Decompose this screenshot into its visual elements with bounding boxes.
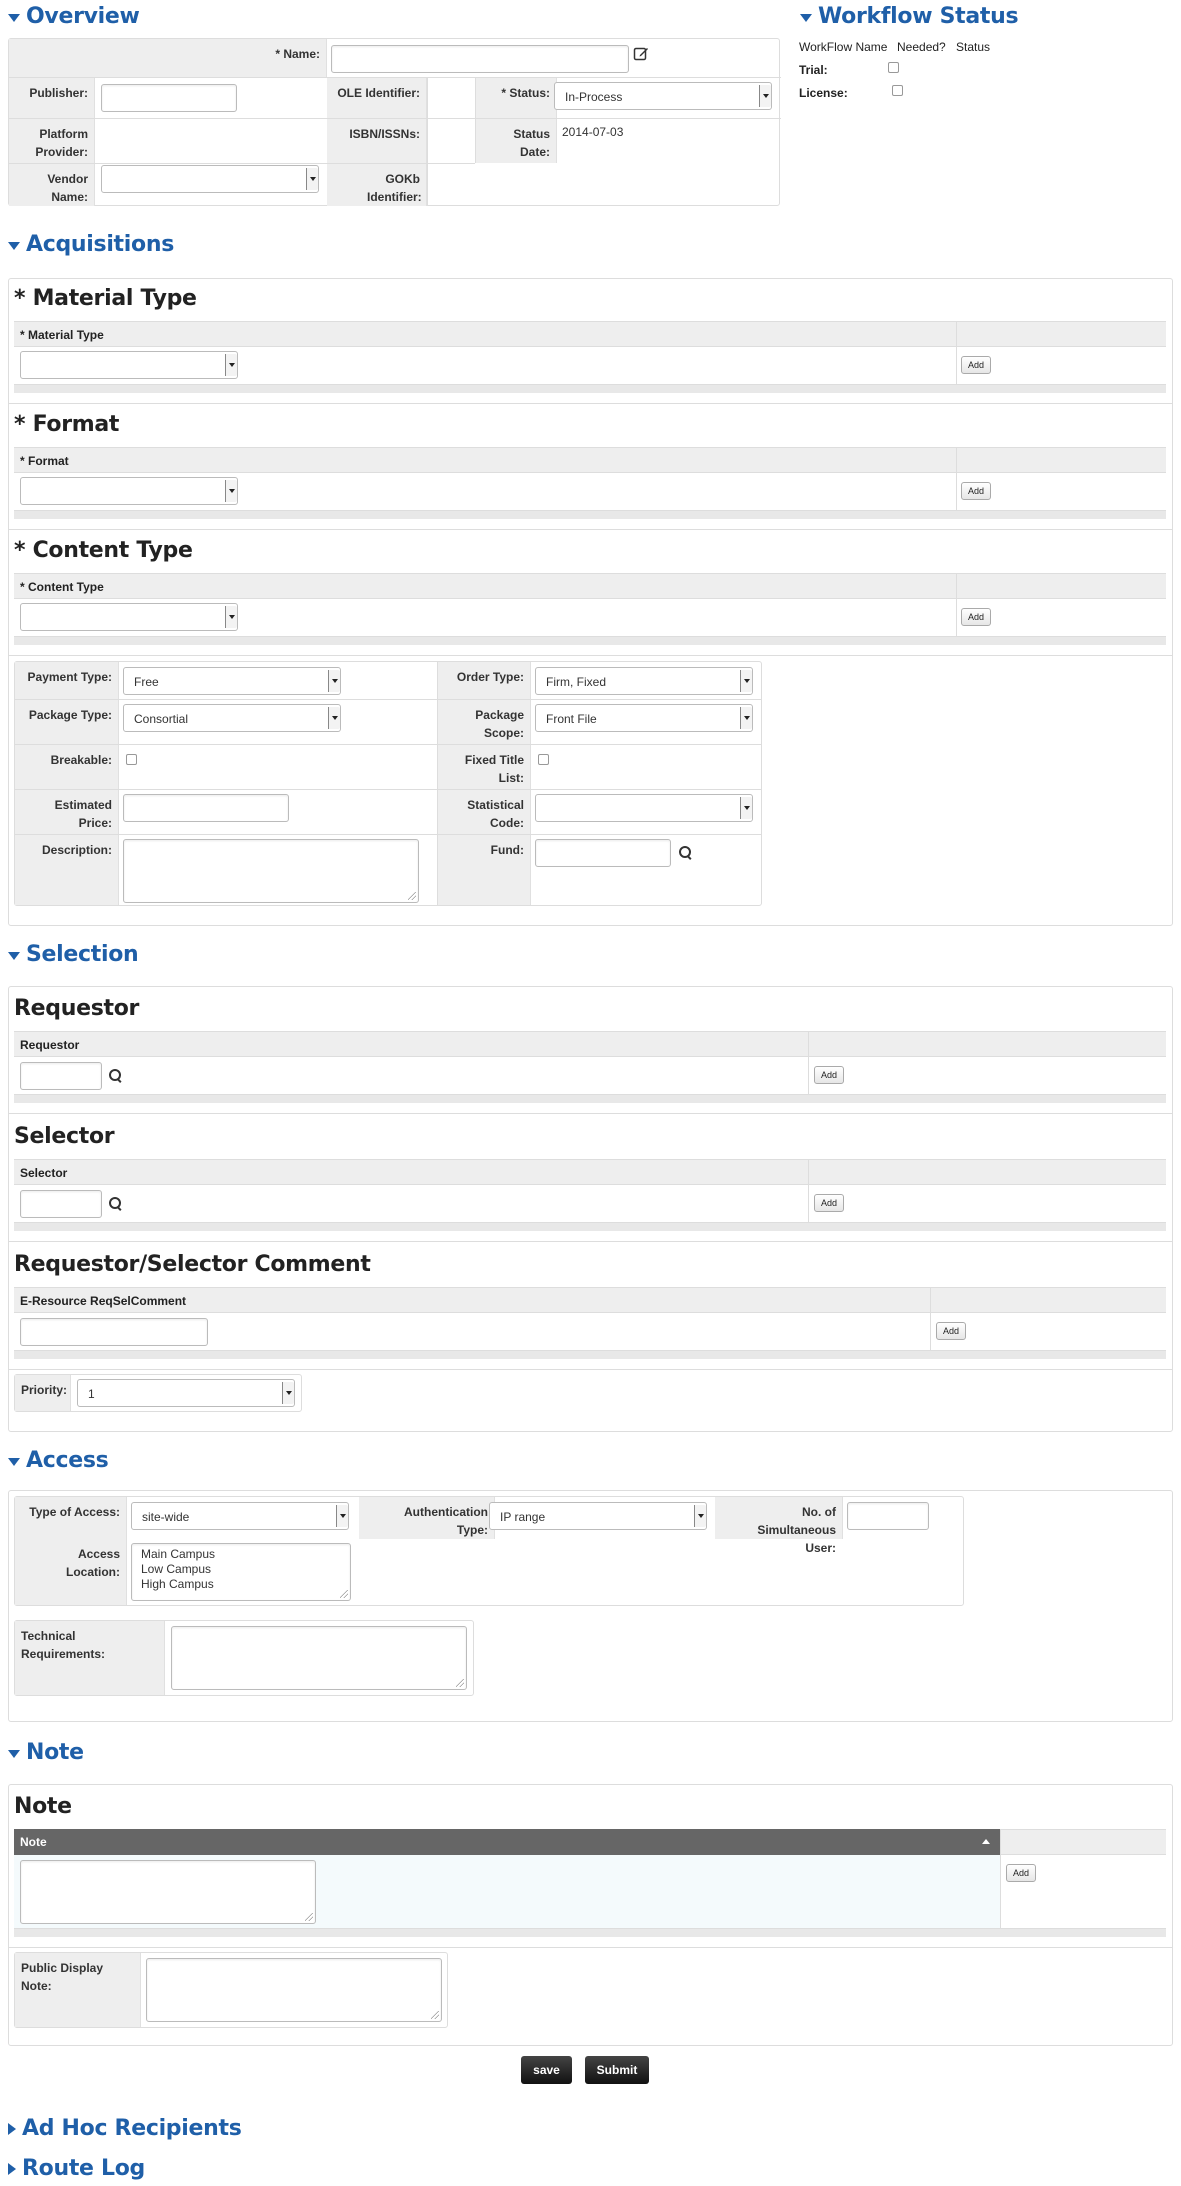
collapse-icon xyxy=(8,1458,20,1466)
fund-label: Fund: xyxy=(437,835,531,905)
acquisitions-section-header[interactable]: Acquisitions xyxy=(8,232,174,257)
statistical-code-label: Statistical Code: xyxy=(437,790,531,834)
order-type-select[interactable]: Firm, Fixed xyxy=(535,667,753,695)
vendor-name-label: Vendor Name: xyxy=(9,164,95,206)
chevron-down-icon xyxy=(740,670,752,692)
status-select[interactable]: In-Process xyxy=(554,82,772,110)
search-icon[interactable] xyxy=(679,846,693,860)
type-of-access-select[interactable]: site-wide xyxy=(131,1502,349,1530)
comment-heading: Requestor/Selector Comment xyxy=(14,1252,371,1277)
priority-row xyxy=(14,1374,302,1412)
access-location-list[interactable] xyxy=(131,1543,351,1601)
collapse-icon xyxy=(8,14,20,22)
note-add-button[interactable]: Add xyxy=(1006,1864,1036,1882)
selection-section-header[interactable]: Selection xyxy=(8,942,138,967)
material-type-heading: * Material Type xyxy=(14,286,197,311)
comment-add-button[interactable]: Add xyxy=(936,1322,966,1340)
description-textarea[interactable] xyxy=(123,839,419,903)
access-location-label: Access Location: xyxy=(15,1539,127,1605)
estimated-price-input[interactable] xyxy=(123,794,289,822)
gokb-identifier-label: GOKb Identifier: xyxy=(327,164,427,206)
isbn-label: ISBN/ISSNs: xyxy=(327,119,427,163)
content-type-add-button[interactable]: Add xyxy=(961,608,991,626)
status-label: * Status: xyxy=(475,78,557,118)
selector-input[interactable] xyxy=(20,1190,102,1218)
material-type-select[interactable] xyxy=(20,351,238,379)
selector-add-button[interactable]: Add xyxy=(814,1194,844,1212)
collapse-icon xyxy=(800,14,812,22)
priority-select[interactable]: 1 xyxy=(77,1379,295,1407)
breakable-checkbox[interactable] xyxy=(126,754,137,765)
note-textarea[interactable] xyxy=(20,1860,316,1924)
vendor-name-select[interactable] xyxy=(101,165,319,193)
tech-req-row xyxy=(14,1620,474,1696)
format-heading: * Format xyxy=(14,412,120,437)
workflow-col-name: WorkFlow Name xyxy=(799,40,888,54)
search-icon[interactable] xyxy=(109,1197,123,1211)
chevron-down-icon xyxy=(225,606,237,628)
overview-section-header[interactable]: Overview xyxy=(8,4,140,29)
license-label: License: xyxy=(799,86,848,100)
chevron-down-icon xyxy=(306,168,318,190)
chevron-down-icon xyxy=(694,1505,706,1527)
fixed-title-list-checkbox[interactable] xyxy=(538,754,549,765)
type-of-access-label: Type of Access: xyxy=(15,1497,127,1539)
chevron-down-icon xyxy=(225,480,237,502)
workflow-col-status: Status xyxy=(956,40,991,54)
selector-col-header: Selector xyxy=(14,1159,808,1185)
publisher-input[interactable] xyxy=(101,84,237,112)
name-input[interactable] xyxy=(331,45,629,73)
save-button[interactable]: save xyxy=(521,2056,572,2084)
format-col-header: * Format xyxy=(14,447,956,473)
package-scope-select[interactable]: Front File xyxy=(535,704,753,732)
auth-type-label: Authentication Type: xyxy=(359,1497,495,1539)
comment-col-header: E-Resource ReqSelComment xyxy=(14,1287,930,1313)
package-scope-label: Package Scope: xyxy=(437,700,531,744)
note-section-header[interactable]: Note xyxy=(8,1740,84,1765)
platform-provider-label: Platform Provider: xyxy=(9,119,95,163)
publisher-label: Publisher: xyxy=(9,78,95,118)
material-type-col-header: * Material Type xyxy=(14,321,956,347)
requestor-add-button[interactable]: Add xyxy=(814,1066,844,1084)
requestor-input[interactable] xyxy=(20,1062,102,1090)
requestor-heading: Requestor xyxy=(14,996,140,1021)
sort-asc-icon[interactable] xyxy=(982,1839,990,1844)
workflow-col-needed: Needed? xyxy=(897,40,946,54)
chevron-down-icon xyxy=(328,670,340,692)
acquisition-details-grid xyxy=(14,661,762,906)
overview-panel xyxy=(8,38,780,206)
edit-icon[interactable] xyxy=(633,45,649,61)
chevron-down-icon xyxy=(740,797,752,819)
collapse-icon xyxy=(8,242,20,250)
location-option[interactable]: Low Campus xyxy=(141,1562,212,1576)
material-type-add-button[interactable]: Add xyxy=(961,356,991,374)
expand-icon xyxy=(8,2123,16,2135)
chevron-down-icon xyxy=(740,707,752,729)
collapse-icon xyxy=(8,1750,20,1758)
tech-req-textarea[interactable] xyxy=(171,1626,467,1690)
format-select[interactable] xyxy=(20,477,238,505)
route-log-section-header[interactable]: Route Log xyxy=(8,2156,145,2181)
public-display-note-label: Public Display Note: xyxy=(15,1953,141,2027)
fixed-title-list-label: Fixed Title List: xyxy=(437,745,531,789)
trial-checkbox[interactable] xyxy=(888,62,899,73)
package-type-label: Package Type: xyxy=(15,700,119,744)
chevron-down-icon xyxy=(759,85,771,107)
order-type-label: Order Type: xyxy=(437,662,531,699)
note-heading: Note xyxy=(14,1794,72,1819)
selector-heading: Selector xyxy=(14,1124,115,1149)
chevron-down-icon xyxy=(328,707,340,729)
comment-input[interactable] xyxy=(20,1318,208,1346)
description-label: Description: xyxy=(15,835,119,905)
collapse-icon xyxy=(8,952,20,960)
estimated-price-label: Estimated Price: xyxy=(15,790,119,834)
content-type-col-header: * Content Type xyxy=(14,573,956,599)
status-date-value: 2014-07-03 xyxy=(562,125,624,139)
auth-type-select[interactable]: IP range xyxy=(489,1502,707,1530)
requestor-col-header: Requestor xyxy=(14,1031,808,1057)
submit-button[interactable]: Submit xyxy=(585,2056,649,2084)
simultaneous-user-input[interactable] xyxy=(847,1502,929,1530)
note-col-header[interactable]: Note xyxy=(14,1829,1000,1855)
payment-type-select[interactable]: Free xyxy=(123,667,341,695)
chevron-down-icon xyxy=(225,354,237,376)
trial-label: Trial: xyxy=(799,63,828,77)
chevron-down-icon xyxy=(282,1382,294,1404)
workflow-section-header[interactable]: Workflow Status xyxy=(800,4,1018,29)
breakable-label: Breakable: xyxy=(15,745,119,789)
content-type-heading: * Content Type xyxy=(14,538,193,563)
public-display-note-textarea[interactable] xyxy=(146,1958,442,2022)
search-icon[interactable] xyxy=(109,1069,123,1083)
priority-label: Priority: xyxy=(15,1375,71,1411)
package-type-select[interactable]: Consortial xyxy=(123,704,341,732)
content-type-select[interactable] xyxy=(20,603,238,631)
location-option[interactable]: Main Campus xyxy=(141,1547,216,1561)
license-checkbox[interactable] xyxy=(892,85,903,96)
payment-type-label: Payment Type: xyxy=(15,662,119,699)
format-add-button[interactable]: Add xyxy=(961,482,991,500)
simultaneous-user-label: No. of Simultaneous User: xyxy=(715,1497,843,1539)
location-option[interactable]: High Campus xyxy=(141,1577,214,1591)
fund-input[interactable] xyxy=(535,839,671,867)
tech-req-label: Technical Requirements: xyxy=(15,1621,165,1695)
access-grid xyxy=(14,1496,964,1606)
public-display-note-row xyxy=(14,1952,448,2028)
access-section-header[interactable]: Access xyxy=(8,1448,108,1473)
status-date-label: Status Date: xyxy=(475,119,557,163)
name-label: * Name: xyxy=(9,39,327,77)
statistical-code-select[interactable] xyxy=(535,794,753,822)
chevron-down-icon xyxy=(336,1505,348,1527)
ole-identifier-label: OLE Identifier: xyxy=(327,78,427,118)
expand-icon xyxy=(8,2163,16,2175)
ad-hoc-recipients-section-header[interactable]: Ad Hoc Recipients xyxy=(8,2116,242,2141)
